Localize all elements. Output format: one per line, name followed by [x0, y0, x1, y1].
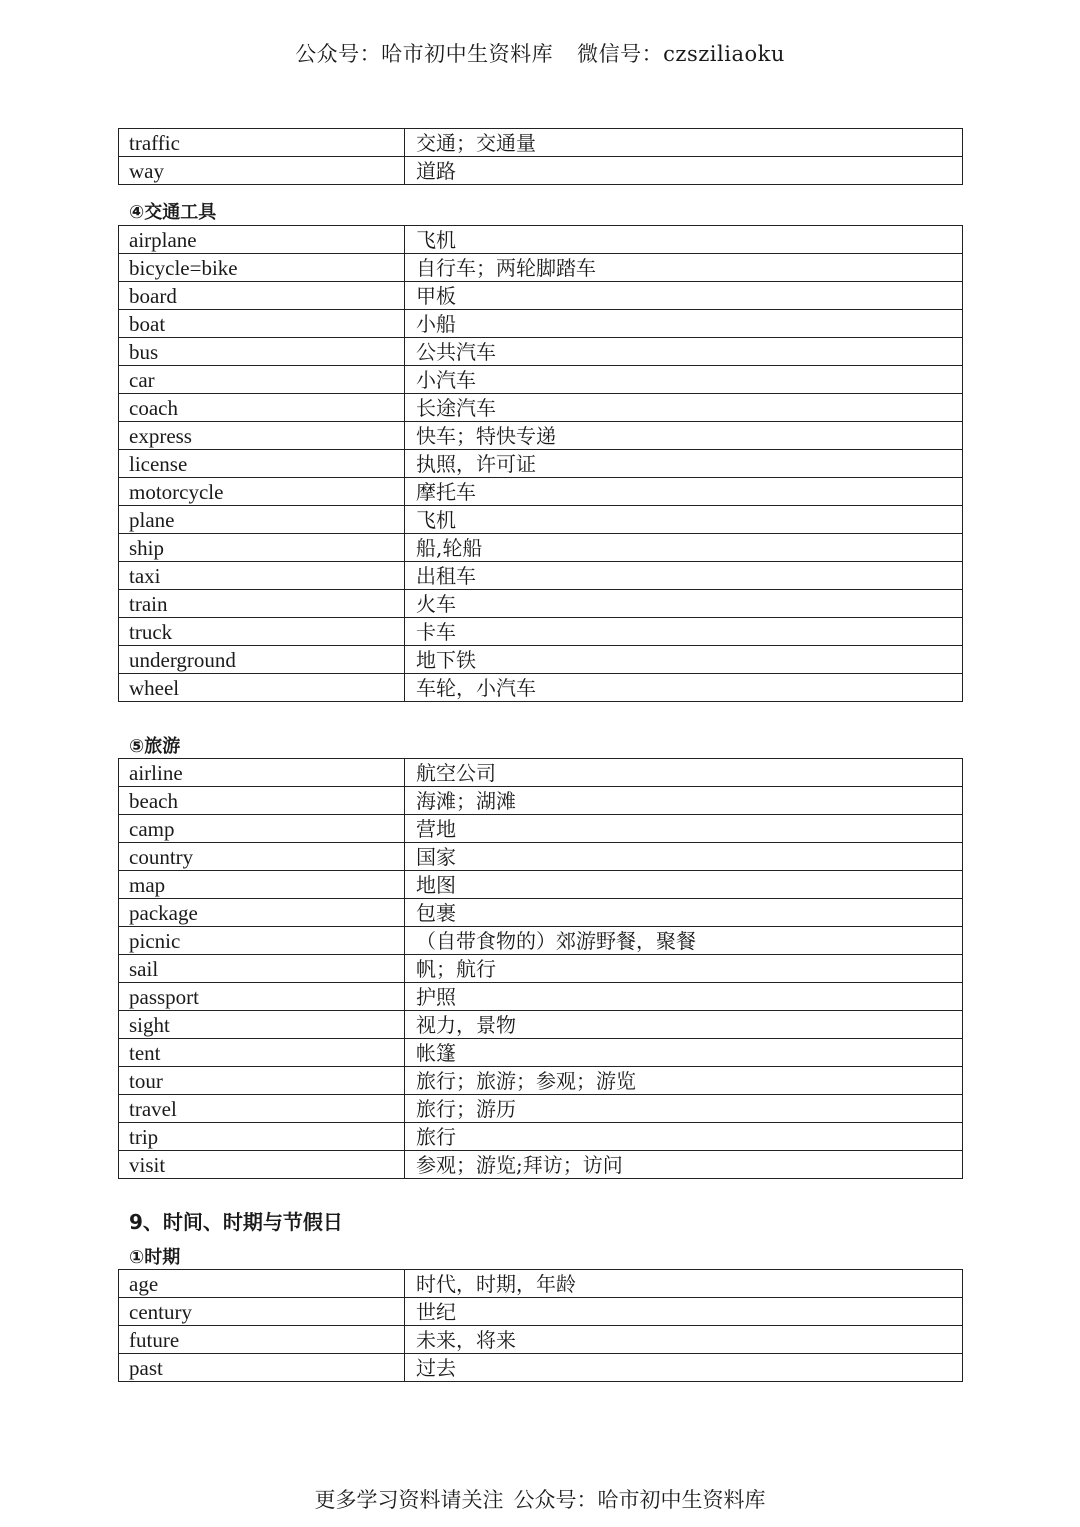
- table-row: [119, 422, 963, 450]
- chinese-meaning: 包裹: [405, 899, 963, 927]
- table-row: [119, 478, 963, 506]
- chinese-meaning: 摩托车: [405, 478, 963, 506]
- chinese-meaning: 交通；交通量: [405, 129, 963, 157]
- table-row: [119, 506, 963, 534]
- english-word: picnic: [119, 927, 405, 955]
- chinese-meaning: 帐篷: [405, 1039, 963, 1067]
- english-word: ship: [119, 534, 405, 562]
- table-row: [119, 366, 963, 394]
- table-row: [119, 562, 963, 590]
- table-row: [119, 1095, 963, 1123]
- english-word: coach: [119, 394, 405, 422]
- english-word: way: [119, 157, 405, 185]
- table-row: [119, 815, 963, 843]
- table-row: [119, 338, 963, 366]
- chinese-meaning: 长途汽车: [405, 394, 963, 422]
- section-title-vehicles: ④交通工具: [129, 202, 217, 223]
- table-row: [119, 1298, 963, 1326]
- chinese-meaning: 国家: [405, 843, 963, 871]
- chinese-meaning: 视力，景物: [405, 1011, 963, 1039]
- table-row: [119, 129, 963, 157]
- vocab-table-transport-misc: [118, 128, 963, 185]
- chinese-meaning: 参观；游览;拜访；访问: [405, 1151, 963, 1179]
- table-row: [119, 394, 963, 422]
- table-row: [119, 1326, 963, 1354]
- english-word: bicycle=bike: [119, 254, 405, 282]
- chinese-meaning: 地下铁: [405, 646, 963, 674]
- english-word: passport: [119, 983, 405, 1011]
- table-row: [119, 646, 963, 674]
- table-row: [119, 310, 963, 338]
- chinese-meaning: 地图: [405, 871, 963, 899]
- english-word: map: [119, 871, 405, 899]
- table-row: [119, 899, 963, 927]
- english-word: camp: [119, 815, 405, 843]
- chinese-meaning: 道路: [405, 157, 963, 185]
- header-account: 公众号：哈市初中生资料库: [295, 42, 554, 66]
- english-word: age: [119, 1270, 405, 1298]
- english-word: sail: [119, 955, 405, 983]
- chinese-meaning: 车轮，小汽车: [405, 674, 963, 702]
- table-row: [119, 1011, 963, 1039]
- vocab-table-periods: [118, 1269, 963, 1382]
- table-row: [119, 759, 963, 787]
- chinese-meaning: 护照: [405, 983, 963, 1011]
- chinese-meaning: 未来，将来: [405, 1326, 963, 1354]
- chinese-meaning: 时代，时期，年龄: [405, 1270, 963, 1298]
- chinese-meaning: 小船: [405, 310, 963, 338]
- chinese-meaning: 过去: [405, 1354, 963, 1382]
- english-word: wheel: [119, 674, 405, 702]
- english-word: express: [119, 422, 405, 450]
- chinese-meaning: 世纪: [405, 1298, 963, 1326]
- english-word: license: [119, 450, 405, 478]
- english-word: motorcycle: [119, 478, 405, 506]
- table-row: [119, 157, 963, 185]
- english-word: car: [119, 366, 405, 394]
- header-wechat: 微信号：czsziliaoku: [577, 42, 785, 66]
- chapter-title-time: 9、时间、时期与节假日: [129, 1210, 343, 1234]
- table-row: [119, 1151, 963, 1179]
- chinese-meaning: 执照，许可证: [405, 450, 963, 478]
- table-row: [119, 871, 963, 899]
- table-row: [119, 450, 963, 478]
- english-word: train: [119, 590, 405, 618]
- english-word: package: [119, 899, 405, 927]
- table-row: [119, 927, 963, 955]
- vocab-table-vehicles: [118, 225, 963, 702]
- table-row: [119, 1354, 963, 1382]
- english-word: board: [119, 282, 405, 310]
- chinese-meaning: 公共汽车: [405, 338, 963, 366]
- table-row: [119, 1270, 963, 1298]
- chinese-meaning: 卡车: [405, 618, 963, 646]
- chinese-meaning: 出租车: [405, 562, 963, 590]
- english-word: underground: [119, 646, 405, 674]
- english-word: tent: [119, 1039, 405, 1067]
- chinese-meaning: （自带食物的）郊游野餐，聚餐: [405, 927, 963, 955]
- chinese-meaning: 帆；航行: [405, 955, 963, 983]
- english-word: airplane: [119, 226, 405, 254]
- page-footer: [0, 1484, 1080, 1514]
- section-title-periods: ①时期: [129, 1247, 181, 1268]
- page-header: [0, 38, 1080, 68]
- table-row: [119, 618, 963, 646]
- english-word: past: [119, 1354, 405, 1382]
- english-word: future: [119, 1326, 405, 1354]
- table-row: [119, 1039, 963, 1067]
- english-word: airline: [119, 759, 405, 787]
- chinese-meaning: 船,轮船: [405, 534, 963, 562]
- english-word: century: [119, 1298, 405, 1326]
- table-row: [119, 674, 963, 702]
- english-word: beach: [119, 787, 405, 815]
- english-word: bus: [119, 338, 405, 366]
- english-word: sight: [119, 1011, 405, 1039]
- chinese-meaning: 旅行；旅游；参观；游览: [405, 1067, 963, 1095]
- chinese-meaning: 甲板: [405, 282, 963, 310]
- chinese-meaning: 快车；特快专递: [405, 422, 963, 450]
- table-row: [119, 955, 963, 983]
- english-word: travel: [119, 1095, 405, 1123]
- chinese-meaning: 飞机: [405, 506, 963, 534]
- chinese-meaning: 海滩；湖滩: [405, 787, 963, 815]
- english-word: plane: [119, 506, 405, 534]
- chinese-meaning: 旅行: [405, 1123, 963, 1151]
- table-row: [119, 534, 963, 562]
- table-row: [119, 1123, 963, 1151]
- chinese-meaning: 营地: [405, 815, 963, 843]
- chinese-meaning: 自行车；两轮脚踏车: [405, 254, 963, 282]
- english-word: taxi: [119, 562, 405, 590]
- table-row: [119, 843, 963, 871]
- footer-follow-text: 更多学习资料请关注: [314, 1488, 504, 1512]
- english-word: visit: [119, 1151, 405, 1179]
- chinese-meaning: 小汽车: [405, 366, 963, 394]
- table-row: [119, 254, 963, 282]
- table-row: [119, 590, 963, 618]
- chinese-meaning: 飞机: [405, 226, 963, 254]
- english-word: tour: [119, 1067, 405, 1095]
- table-row: [119, 1067, 963, 1095]
- english-word: country: [119, 843, 405, 871]
- chinese-meaning: 旅行；游历: [405, 1095, 963, 1123]
- chinese-meaning: 火车: [405, 590, 963, 618]
- chinese-meaning: 航空公司: [405, 759, 963, 787]
- table-row: [119, 983, 963, 1011]
- english-word: boat: [119, 310, 405, 338]
- english-word: traffic: [119, 129, 405, 157]
- english-word: trip: [119, 1123, 405, 1151]
- vocab-table-travel: [118, 758, 963, 1179]
- table-row: [119, 226, 963, 254]
- table-row: [119, 282, 963, 310]
- footer-account: 公众号：哈市初中生资料库: [513, 1488, 766, 1512]
- table-row: [119, 787, 963, 815]
- english-word: truck: [119, 618, 405, 646]
- section-title-travel: ⑤旅游: [129, 736, 181, 757]
